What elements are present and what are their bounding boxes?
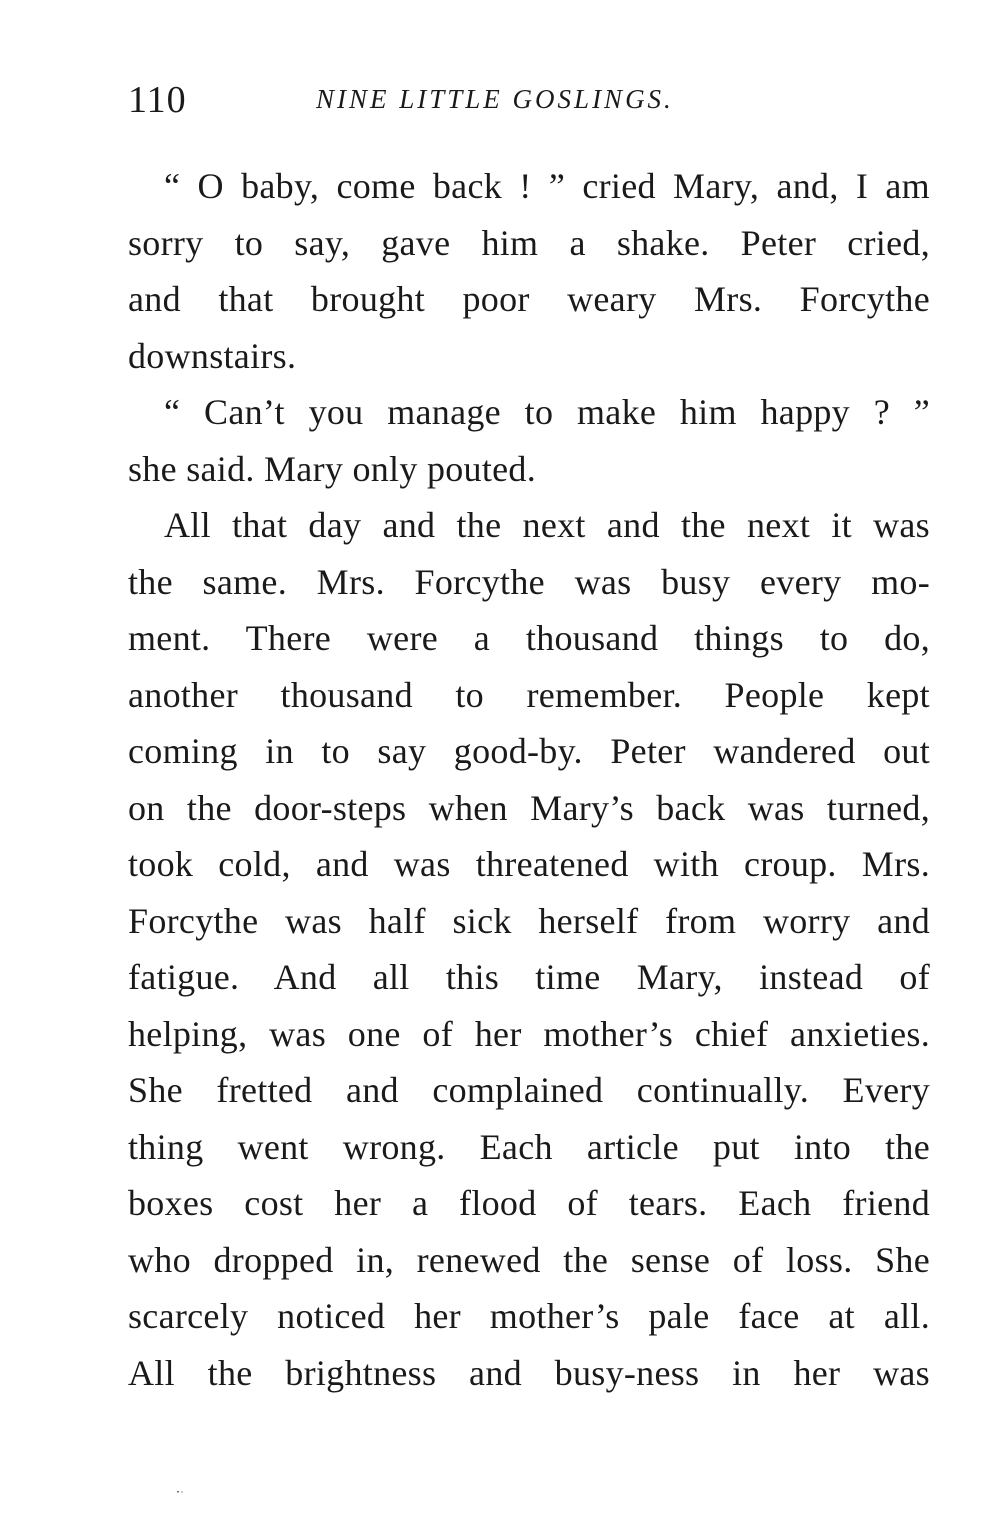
text-line: She fretted and complained continually. Every [128, 1070, 930, 1110]
body-text [128, 158, 930, 1401]
text-line: on the door-steps when Mary’s back was turned, [128, 787, 930, 828]
text-line: who dropped in, renewed the sense of loss. She [128, 1239, 930, 1280]
text-line: All that day and the next and the next it was [164, 505, 930, 545]
text-line: sorry to say, gave him a shake. Peter cried, [128, 222, 930, 263]
running-head [128, 78, 940, 128]
text-line: Forcythe was half sick herself from worry and [128, 900, 930, 941]
text-line: she said. Mary only pouted. [128, 448, 537, 489]
text-line: boxes cost her a flood of tears. Each friend [128, 1183, 930, 1223]
text-line: fatigue. And all this time Mary, instead of [128, 957, 930, 997]
running-title: NINE LITTLE GOSLINGS. [316, 84, 674, 114]
ink-speck [176, 1490, 186, 1494]
text-line: the same. Mrs. Forcythe was busy every mo- [128, 561, 930, 602]
text-line: downstairs. [128, 335, 297, 376]
text-line: thing went wrong. Each article put into the [128, 1126, 930, 1167]
text-line: helping, was one of her mother’s chief anxieties. [128, 1013, 930, 1054]
page-number: 110 [128, 79, 187, 121]
text-line: scarcely noticed her mother’s pale face at all. [128, 1296, 930, 1336]
text-line: All the brightness and busy-ness in her was [128, 1352, 930, 1393]
text-line: coming in to say good-by. Peter wandered out [128, 731, 930, 771]
text-line: “ O baby, come back ! ” cried Mary, and, I am [164, 166, 930, 206]
text-line: another thousand to remember. People kept [128, 674, 930, 715]
text-line: and that brought poor weary Mrs. Forcythe [128, 279, 930, 319]
text-line: ment. There were a thousand things to do, [128, 618, 930, 658]
text-line: took cold, and was threatened with croup. Mrs. [128, 844, 930, 884]
text-line: “ Can’t you manage to make him happy ? ” [164, 392, 930, 432]
